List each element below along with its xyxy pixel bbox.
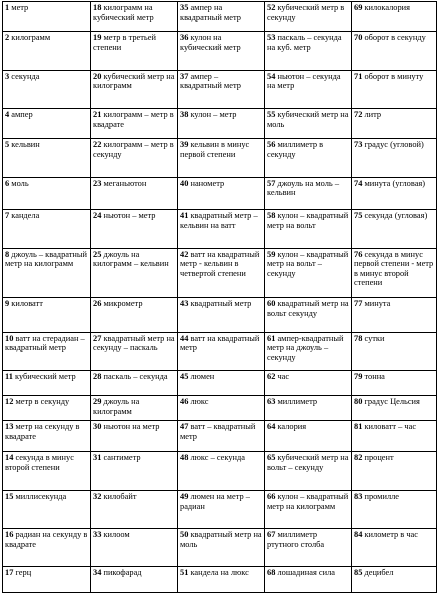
unit-number: 38 bbox=[180, 110, 189, 120]
unit-cell bbox=[352, 332, 437, 370]
unit-number: 53 bbox=[267, 33, 276, 43]
unit-cell bbox=[178, 332, 265, 370]
unit-number: 31 bbox=[93, 453, 102, 463]
unit-cell bbox=[3, 566, 91, 592]
unit-cell bbox=[178, 109, 265, 139]
unit-number: 18 bbox=[93, 3, 102, 12]
unit-cell bbox=[178, 452, 265, 490]
unit-cell bbox=[91, 248, 178, 298]
unit-cell bbox=[265, 421, 352, 452]
unit-number: 74 bbox=[354, 178, 363, 188]
unit-number: 44 bbox=[180, 333, 189, 343]
unit-name: квадратный метр на секунду – паскаль bbox=[93, 333, 175, 353]
unit-cell bbox=[352, 452, 437, 490]
unit-name: ампер – квадратный метр bbox=[180, 71, 241, 91]
unit-cell bbox=[91, 332, 178, 370]
table-row bbox=[3, 2, 437, 32]
unit-name: люмен на метр – радиан bbox=[180, 491, 250, 511]
unit-name: миллиметр в секунду bbox=[267, 140, 324, 159]
unit-cell bbox=[352, 2, 437, 32]
unit-name: джоуль на килограмм – кельвин bbox=[93, 249, 169, 269]
unit-cell bbox=[352, 490, 437, 528]
unit-cell bbox=[352, 32, 437, 70]
unit-name: ватт на квадратный метр - кельвин в четвертой степени bbox=[180, 249, 260, 278]
unit-cell bbox=[265, 396, 352, 421]
unit-name: килокалория bbox=[364, 3, 411, 12]
unit-number: 35 bbox=[180, 3, 189, 12]
unit-name: кельвин в минус первой степени bbox=[180, 140, 250, 159]
unit-number: 32 bbox=[93, 491, 102, 501]
unit-name: лошадиная сила bbox=[277, 567, 335, 577]
unit-name: калория bbox=[277, 422, 307, 432]
unit-name: килобайт bbox=[103, 491, 137, 501]
unit-number: 55 bbox=[267, 110, 276, 120]
unit-name: микрометр bbox=[103, 299, 143, 309]
unit-name: кулон – квадратный метр на вольт bbox=[267, 211, 349, 230]
unit-number: 58 bbox=[267, 211, 276, 221]
unit-name: ньютон на метр bbox=[103, 422, 160, 432]
unit-name: киловатт – час bbox=[364, 422, 417, 432]
unit-cell bbox=[178, 421, 265, 452]
unit-name: ампер на квадратный метр bbox=[180, 3, 241, 22]
unit-name: кулон на кубический метр bbox=[180, 33, 241, 52]
unit-cell bbox=[265, 566, 352, 592]
unit-name: пикофарад bbox=[103, 567, 142, 577]
unit-name: километр в час bbox=[364, 530, 418, 540]
unit-number: 75 bbox=[354, 211, 363, 221]
unit-name: метр на секунду в квадрате bbox=[5, 422, 80, 441]
unit-number: 22 bbox=[93, 140, 102, 150]
table-row bbox=[3, 109, 437, 139]
unit-name: миллисекунда bbox=[15, 491, 67, 501]
unit-number: 79 bbox=[354, 372, 363, 382]
unit-name: паскаль – секунда bbox=[103, 372, 168, 382]
unit-number: 70 bbox=[354, 33, 363, 43]
unit-number: 52 bbox=[267, 3, 276, 12]
unit-name: люмен bbox=[190, 372, 215, 382]
table-row bbox=[3, 529, 437, 566]
table-row bbox=[3, 371, 437, 396]
unit-name: минута bbox=[364, 299, 391, 309]
unit-name: радиан на секунду в квадрате bbox=[5, 530, 88, 549]
unit-cell bbox=[3, 396, 91, 421]
unit-name: кубический метр на вольт – секунду bbox=[267, 453, 349, 473]
unit-number: 47 bbox=[180, 422, 189, 432]
unit-cell bbox=[352, 248, 437, 298]
unit-cell bbox=[91, 109, 178, 139]
unit-name: ампер-квадратный метр на джоуль – секунду bbox=[267, 333, 344, 362]
unit-number: 13 bbox=[5, 422, 14, 432]
unit-number: 85 bbox=[354, 567, 363, 577]
unit-number: 69 bbox=[354, 3, 363, 12]
unit-number: 63 bbox=[267, 397, 276, 407]
unit-name: ньютон – метр bbox=[103, 211, 156, 221]
unit-cell bbox=[3, 70, 91, 108]
unit-cell bbox=[265, 452, 352, 490]
table-row bbox=[3, 566, 437, 592]
unit-cell bbox=[352, 109, 437, 139]
unit-name: оборот в минуту bbox=[364, 71, 424, 81]
unit-cell bbox=[178, 566, 265, 592]
units-table bbox=[2, 1, 437, 593]
unit-name: литр bbox=[364, 110, 382, 120]
unit-number: 67 bbox=[267, 530, 276, 540]
unit-cell bbox=[178, 177, 265, 209]
units-table-body bbox=[3, 2, 437, 593]
unit-number: 14 bbox=[5, 453, 14, 463]
unit-name: кулон – метр bbox=[190, 110, 237, 120]
unit-cell bbox=[91, 298, 178, 332]
table-row bbox=[3, 452, 437, 490]
unit-name: киловатт bbox=[11, 299, 43, 309]
unit-number: 83 bbox=[354, 491, 363, 501]
unit-name: сутки bbox=[364, 333, 385, 343]
unit-cell bbox=[265, 32, 352, 70]
unit-name: килограмм bbox=[11, 33, 51, 43]
table-row bbox=[3, 490, 437, 528]
unit-name: нанометр bbox=[190, 178, 225, 188]
unit-cell bbox=[3, 452, 91, 490]
unit-number: 77 bbox=[354, 299, 363, 309]
unit-number: 16 bbox=[5, 530, 14, 540]
unit-name: секунда (угловая) bbox=[364, 211, 428, 221]
unit-name: сантиметр bbox=[103, 453, 141, 463]
unit-name: килоом bbox=[103, 530, 130, 540]
unit-cell bbox=[352, 177, 437, 209]
unit-name: секунда bbox=[11, 71, 40, 81]
unit-cell bbox=[91, 32, 178, 70]
unit-number: 36 bbox=[180, 33, 189, 43]
unit-name: люкс bbox=[190, 397, 209, 407]
unit-number: 27 bbox=[93, 333, 102, 343]
table-row bbox=[3, 139, 437, 177]
unit-name: джоуль – квадратный метр на килограмм bbox=[5, 249, 88, 269]
unit-cell bbox=[178, 70, 265, 108]
unit-number: 5 bbox=[5, 140, 10, 150]
unit-number: 45 bbox=[180, 372, 189, 382]
unit-number: 12 bbox=[5, 397, 14, 407]
unit-number: 46 bbox=[180, 397, 189, 407]
unit-name: промилле bbox=[364, 491, 400, 501]
unit-number: 24 bbox=[93, 211, 102, 221]
unit-cell bbox=[265, 210, 352, 248]
unit-name: квадратный метр – кельвин на ватт bbox=[180, 211, 258, 230]
unit-number: 49 bbox=[180, 491, 189, 501]
unit-number: 8 bbox=[5, 249, 10, 259]
unit-number: 30 bbox=[93, 422, 102, 432]
unit-name: минута (угловая) bbox=[364, 178, 426, 188]
unit-name: квадратный метр на моль bbox=[180, 530, 262, 549]
unit-number: 50 bbox=[180, 530, 189, 540]
unit-cell bbox=[3, 332, 91, 370]
unit-cell bbox=[352, 139, 437, 177]
unit-cell bbox=[178, 298, 265, 332]
unit-name: кубический метр на моль bbox=[267, 110, 349, 129]
unit-cell bbox=[178, 248, 265, 298]
unit-cell bbox=[178, 2, 265, 32]
unit-number: 80 bbox=[354, 397, 363, 407]
unit-name: килограмм – метр в квадрате bbox=[93, 110, 174, 129]
unit-name: кубический метр в секунду bbox=[267, 3, 345, 22]
unit-name: меганьютон bbox=[103, 178, 147, 188]
unit-number: 62 bbox=[267, 372, 276, 382]
unit-cell bbox=[178, 396, 265, 421]
unit-cell bbox=[265, 177, 352, 209]
unit-name: метр в третьей степени bbox=[93, 33, 156, 52]
unit-name: процент bbox=[364, 453, 394, 463]
unit-number: 17 bbox=[5, 567, 14, 577]
unit-name: кандела bbox=[11, 211, 40, 221]
unit-cell bbox=[352, 371, 437, 396]
unit-cell bbox=[91, 177, 178, 209]
unit-cell bbox=[178, 210, 265, 248]
unit-name: миллиметр bbox=[277, 397, 318, 407]
unit-name: оборот в секунду bbox=[364, 33, 426, 43]
unit-name: ватт на стерадиан – квадратный метр bbox=[5, 333, 85, 353]
unit-name: кубический метр bbox=[15, 372, 76, 382]
unit-number: 7 bbox=[5, 211, 10, 221]
unit-cell bbox=[265, 490, 352, 528]
unit-number: 20 bbox=[93, 71, 102, 81]
unit-cell bbox=[352, 566, 437, 592]
unit-number: 29 bbox=[93, 397, 102, 407]
unit-number: 41 bbox=[180, 211, 189, 221]
unit-name: квадратный метр bbox=[190, 299, 252, 309]
unit-number: 19 bbox=[93, 33, 102, 43]
unit-name: люкс – секунда bbox=[190, 453, 245, 463]
unit-number: 51 bbox=[180, 567, 189, 577]
unit-number: 23 bbox=[93, 178, 102, 188]
unit-number: 84 bbox=[354, 530, 363, 540]
unit-number: 71 bbox=[354, 71, 363, 81]
table-row bbox=[3, 332, 437, 370]
unit-number: 60 bbox=[267, 299, 276, 309]
unit-cell bbox=[91, 566, 178, 592]
unit-cell bbox=[352, 529, 437, 566]
unit-number: 81 bbox=[354, 422, 363, 432]
unit-cell bbox=[91, 529, 178, 566]
unit-number: 48 bbox=[180, 453, 189, 463]
table-row bbox=[3, 298, 437, 332]
unit-name: кандела на люкс bbox=[190, 567, 249, 577]
unit-cell bbox=[178, 490, 265, 528]
unit-name: паскаль – секунда на куб. метр bbox=[267, 33, 342, 52]
unit-number: 25 bbox=[93, 249, 102, 259]
unit-name: градус (угловой) bbox=[364, 140, 424, 150]
unit-name: ватт на квадратный метр bbox=[180, 333, 260, 353]
unit-number: 73 bbox=[354, 140, 363, 150]
unit-name: миллиметр ртутного столба bbox=[267, 530, 325, 549]
unit-number: 6 bbox=[5, 178, 10, 188]
unit-number: 15 bbox=[5, 491, 14, 501]
table-row bbox=[3, 177, 437, 209]
table-row bbox=[3, 421, 437, 452]
unit-number: 56 bbox=[267, 140, 276, 150]
unit-number: 34 bbox=[93, 567, 102, 577]
unit-name: кельвин bbox=[11, 140, 40, 150]
unit-cell bbox=[265, 371, 352, 396]
unit-cell bbox=[265, 298, 352, 332]
unit-number: 1 bbox=[5, 3, 10, 12]
table-row bbox=[3, 70, 437, 108]
unit-cell bbox=[91, 139, 178, 177]
unit-name: секунда в минус первой степени - метр в минус второй степени bbox=[354, 249, 434, 288]
unit-number: 40 bbox=[180, 178, 189, 188]
unit-name: ватт – квадратный метр bbox=[180, 422, 256, 441]
unit-name: кубический метр на килограмм bbox=[93, 71, 175, 91]
table-row bbox=[3, 210, 437, 248]
unit-cell bbox=[3, 529, 91, 566]
unit-cell bbox=[91, 2, 178, 32]
unit-cell bbox=[178, 529, 265, 566]
unit-name: кулон – квадратный метр на килограмм bbox=[267, 491, 349, 511]
unit-cell bbox=[352, 396, 437, 421]
unit-cell bbox=[265, 139, 352, 177]
unit-cell bbox=[265, 529, 352, 566]
unit-cell bbox=[3, 109, 91, 139]
unit-cell bbox=[352, 421, 437, 452]
unit-cell bbox=[3, 139, 91, 177]
unit-name: герц bbox=[15, 567, 32, 577]
unit-cell bbox=[91, 490, 178, 528]
unit-number: 42 bbox=[180, 249, 189, 259]
unit-cell bbox=[91, 371, 178, 396]
unit-name: кулон – квадратный метр на вольт – секунду bbox=[267, 249, 349, 278]
unit-number: 66 bbox=[267, 491, 276, 501]
table-row bbox=[3, 32, 437, 70]
unit-cell bbox=[178, 139, 265, 177]
unit-cell bbox=[265, 70, 352, 108]
unit-number: 76 bbox=[354, 249, 363, 259]
unit-cell bbox=[3, 371, 91, 396]
unit-name: метр bbox=[11, 3, 29, 12]
unit-number: 2 bbox=[5, 33, 10, 43]
unit-number: 68 bbox=[267, 567, 276, 577]
unit-cell bbox=[3, 2, 91, 32]
unit-cell bbox=[3, 32, 91, 70]
unit-cell bbox=[265, 248, 352, 298]
unit-name: моль bbox=[11, 178, 29, 188]
unit-cell bbox=[3, 490, 91, 528]
unit-cell bbox=[3, 177, 91, 209]
unit-name: квадратный метр на вольт секунду bbox=[267, 299, 349, 319]
unit-number: 39 bbox=[180, 140, 189, 150]
unit-name: секунда в минус второй степени bbox=[5, 453, 74, 473]
table-row bbox=[3, 248, 437, 298]
unit-number: 54 bbox=[267, 71, 276, 81]
unit-number: 10 bbox=[5, 333, 14, 343]
unit-number: 26 bbox=[93, 299, 102, 309]
unit-number: 82 bbox=[354, 453, 363, 463]
unit-cell bbox=[352, 210, 437, 248]
unit-number: 78 bbox=[354, 333, 363, 343]
unit-cell bbox=[3, 421, 91, 452]
unit-number: 59 bbox=[267, 249, 276, 259]
unit-number: 33 bbox=[93, 530, 102, 540]
unit-number: 4 bbox=[5, 110, 10, 120]
unit-name: час bbox=[277, 372, 290, 382]
unit-cell bbox=[3, 298, 91, 332]
unit-cell bbox=[265, 332, 352, 370]
unit-number: 21 bbox=[93, 110, 102, 120]
unit-cell bbox=[91, 70, 178, 108]
unit-cell bbox=[91, 452, 178, 490]
unit-number: 64 bbox=[267, 422, 276, 432]
unit-name: метр в секунду bbox=[15, 397, 70, 407]
unit-cell bbox=[352, 70, 437, 108]
unit-name: ньютон – секунда на метр bbox=[267, 71, 341, 91]
unit-number: 72 bbox=[354, 110, 363, 120]
unit-number: 11 bbox=[5, 372, 13, 382]
unit-number: 65 bbox=[267, 453, 276, 463]
unit-name: градус Цельсия bbox=[364, 397, 420, 407]
unit-name: килограмм – метр в секунду bbox=[93, 140, 174, 159]
unit-cell bbox=[178, 32, 265, 70]
unit-number: 28 bbox=[93, 372, 102, 382]
unit-number: 3 bbox=[5, 71, 10, 81]
unit-name: джоуль на моль – кельвин bbox=[267, 178, 340, 198]
unit-number: 9 bbox=[5, 299, 10, 309]
unit-name: килограмм на кубический метр bbox=[93, 3, 154, 22]
table-row bbox=[3, 396, 437, 421]
unit-number: 57 bbox=[267, 178, 276, 188]
unit-name: тонна bbox=[364, 372, 385, 382]
unit-number: 43 bbox=[180, 299, 189, 309]
unit-cell bbox=[178, 371, 265, 396]
unit-cell bbox=[265, 109, 352, 139]
unit-cell bbox=[352, 298, 437, 332]
unit-cell bbox=[3, 248, 91, 298]
unit-cell bbox=[91, 210, 178, 248]
unit-number: 37 bbox=[180, 71, 189, 81]
unit-cell bbox=[91, 421, 178, 452]
unit-cell bbox=[3, 210, 91, 248]
unit-name: ампер bbox=[11, 110, 33, 120]
unit-name: децибел bbox=[364, 567, 394, 577]
unit-cell bbox=[91, 396, 178, 421]
unit-number: 61 bbox=[267, 333, 276, 343]
unit-cell bbox=[265, 2, 352, 32]
unit-name: джоуль на килограмм bbox=[93, 397, 140, 416]
